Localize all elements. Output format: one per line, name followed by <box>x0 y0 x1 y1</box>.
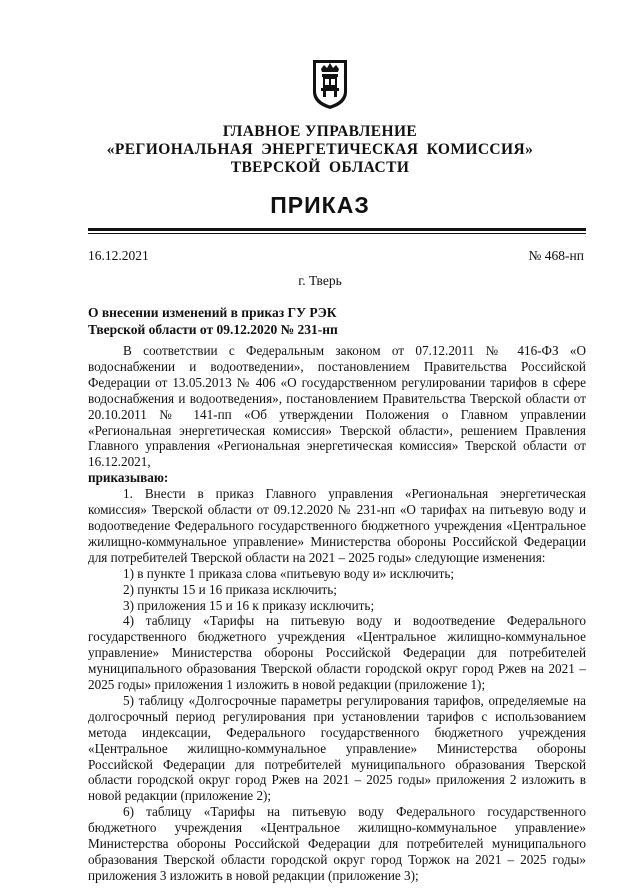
document-number: № 468-нп <box>528 248 584 263</box>
document-city: г. Тверь <box>298 273 342 288</box>
document-subject <box>88 304 338 338</box>
subject-line1: О внесении изменений в приказ ГУ РЭК <box>88 305 337 320</box>
subitem-4: 4) таблицу «Тарифы на питьевую воду и водоотведение Федерального государственного бюджетного учреждения «Центральное жилищно-коммунальное управление» Министерства обороны Российской Федерации для потребителей муниципального образования Тверской области городской округ город Ржев на 2021 – 2025 годы» приложения 1 изложить в новой редакции (приложение 1); <box>88 613 586 693</box>
subitem-1: 1) в пункте 1 приказа слова «питьевую воду и» исключить; <box>123 565 455 581</box>
subject-line2: Тверской области от 09.12.2020 № 231-нп <box>88 322 338 337</box>
item-1-paragraph: 1. Внести в приказ Главного управления «Региональная энергетическая комиссия» Тверской области от 09.12.2020 № 231-нп «О тарифах на питьевую воду и водоотведение Федерального государственного бюджетного учреждения «Центральное жилищно-коммунальное управление» Министерства обороны Российской Федерации для потребителей Тверской области на 2021 – 2025 годы» следующие изменения: <box>88 486 586 565</box>
header-rule-thick <box>88 228 586 231</box>
header-rule-thin <box>88 233 586 234</box>
subitem-6: 6) таблицу «Тарифы на питьевую воду Федерального государственного бюджетного учреждения «Центральное жилищно-коммунальное управление» Министерства обороны Российской Федерации для потребителей муниципального образования Тверской области городской округ город Торжок на 2021 – 2025 годы» приложения 3 изложить в новой редакции (приложение 3); <box>88 804 586 883</box>
org-name-line2: «РЕГИОНАЛЬНАЯ ЭНЕРГЕТИЧЕСКАЯ КОМИССИЯ» <box>106 141 534 158</box>
org-name-line3: ТВЕРСКОЙ ОБЛАСТИ <box>230 159 410 176</box>
document-date: 16.12.2021 <box>88 248 149 263</box>
subitem-3: 3) приложения 15 и 16 к приказу исключить; <box>123 597 375 613</box>
preamble-paragraph: В соответствии с Федеральным законом от 07.12.2011 № 416-ФЗ «О водоснабжении и водоотведении», постановлением Правительства Российской Федерации от 13.05.2013 № 406 «О государственном регулировании тарифов в сфере водоснабжения и водоотведения», постановлением Правительства Тверской области от 20.10.2011 № 141-пп «Об утверждении Положения о Главном управлении «Региональная энергетическая комиссия» Тверской области», решением Правления Главного управления «Региональная энергетическая комиссия» Тверской области от 16.12.2021, <box>88 343 586 470</box>
tver-coat-of-arms-icon <box>311 54 349 110</box>
document-type-title: ПРИКАЗ <box>270 192 370 218</box>
subitem-5: 5) таблицу «Долгосрочные параметры регулирования тарифов, определяемые на долгосрочный период регулирования при установлении тарифов с использованием метода индексации, Федерального государственного бюджетного учреждения «Центральное жилищно-коммунальное управление» Министерства обороны Российской Федерации для потребителей муниципального образования Тверской области городской округ город Ржев на 2021 – 2025 годы» приложения 2 изложить в новой редакции (приложение 2); <box>88 692 586 804</box>
org-name-line1: ГЛАВНОЕ УПРАВЛЕНИЕ <box>222 123 418 140</box>
subitem-2: 2) пункты 15 и 16 приказа исключить; <box>123 581 337 597</box>
order-word: приказываю: <box>88 470 169 486</box>
document-body <box>88 343 586 884</box>
